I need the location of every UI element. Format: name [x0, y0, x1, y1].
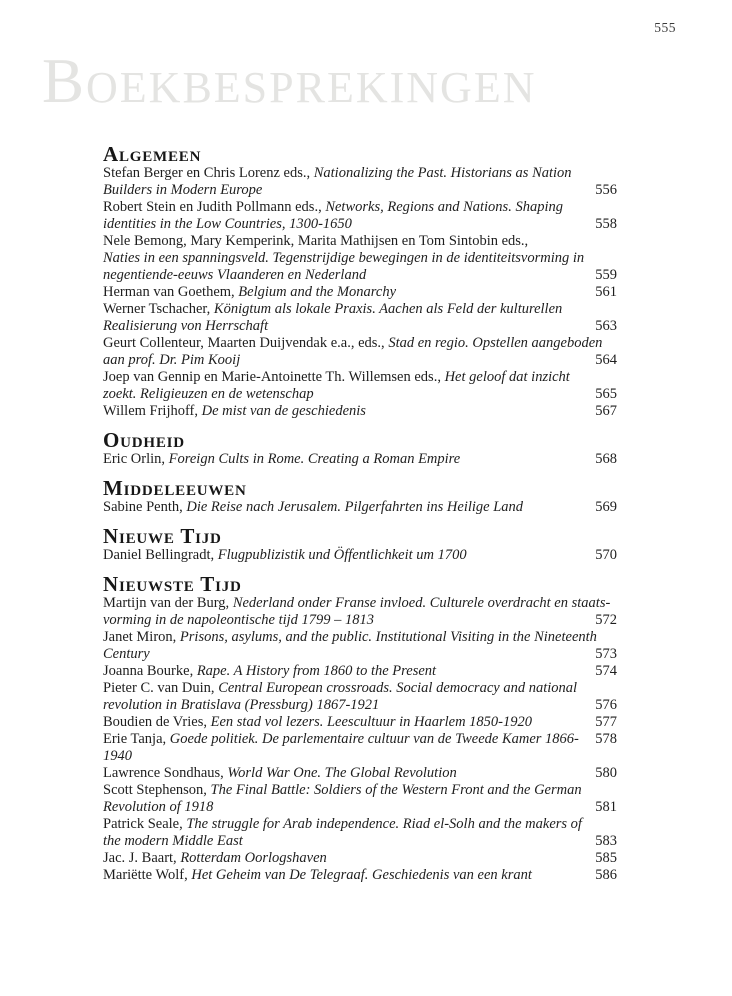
- section-heading: Nieuwe Tijd: [103, 524, 222, 548]
- entry-text: Pieter C. van Duin, Central European crossroads. Social democracy and national: [103, 680, 578, 696]
- toc-line: [103, 816, 617, 833]
- entry-text: Century: [103, 646, 150, 662]
- toc-line: [103, 352, 617, 369]
- toc-entry: [103, 663, 617, 680]
- entry-text: Werner Tschacher, Königtum als lokale Praxis. Aachen als Feld der kulturellen: [103, 301, 563, 317]
- toc-entry: [103, 499, 617, 516]
- section-heading: Oudheid: [103, 428, 185, 452]
- toc-section: [103, 476, 617, 516]
- entry-page-number: 577: [595, 714, 617, 730]
- toc-entry: [103, 714, 617, 731]
- entry-text: Geurt Collenteur, Maarten Duijvendak e.a., eds., Stad en regio. Opstellen aangeboden: [103, 335, 603, 351]
- toc-entry: [103, 233, 617, 284]
- toc-line: [103, 629, 617, 646]
- entry-page-number: 574: [595, 663, 617, 679]
- entry-page-number: 568: [595, 451, 617, 467]
- toc-line: [103, 646, 617, 663]
- toc-entry: [103, 782, 617, 816]
- toc-line: [103, 451, 617, 468]
- toc-entry: [103, 547, 617, 564]
- toc-entry: [103, 867, 617, 884]
- toc-entry: [103, 165, 617, 199]
- section-heading: Nieuwste Tijd: [103, 572, 242, 596]
- toc-line: [103, 284, 617, 301]
- entry-page-number: 572: [595, 612, 617, 628]
- entry-text: Lawrence Sondhaus, World War One. The Global Revolution: [103, 765, 457, 781]
- entry-page-number: 556: [595, 182, 617, 198]
- entry-page-number: 558: [595, 216, 617, 232]
- toc-entry: [103, 595, 617, 629]
- toc-line: [103, 386, 617, 403]
- toc-entry: [103, 850, 617, 867]
- toc-line: [103, 799, 617, 816]
- toc-line: [103, 680, 617, 697]
- toc-line: [103, 867, 617, 884]
- entry-page-number: 570: [595, 547, 617, 563]
- toc-entry: [103, 731, 617, 765]
- entry-page-number: 576: [595, 697, 617, 713]
- entry-text: Jac. J. Baart, Rotterdam Oorlogshaven: [103, 850, 327, 866]
- toc-section: [103, 572, 617, 884]
- toc-line: [103, 547, 617, 564]
- toc-line: [103, 250, 617, 267]
- toc-line: [103, 199, 617, 216]
- toc-line: [103, 714, 617, 731]
- toc-line: [103, 233, 617, 250]
- entry-text: Naties in een spanningsveld. Tegenstrijdige bewegingen in de identiteitsvorming in: [103, 250, 585, 266]
- entry-text: Willem Frijhoff, De mist van de geschiedenis: [103, 403, 366, 419]
- toc-line: [103, 216, 617, 233]
- toc-line: [103, 369, 617, 386]
- entry-text: revolution in Bratislava (Pressburg) 1867-1921: [103, 697, 380, 713]
- entry-text: identities in the Low Countries, 1300-1650: [103, 216, 352, 232]
- toc-line: [103, 318, 617, 335]
- entry-text: Mariëtte Wolf, Het Geheim van De Telegraaf. Geschiedenis van een krant: [103, 867, 532, 883]
- toc-line: [103, 850, 617, 867]
- entry-text: aan prof. Dr. Pim Kooij: [103, 352, 241, 368]
- entry-page-number: 565: [595, 386, 617, 402]
- toc-line: [103, 165, 617, 182]
- entry-text: Sabine Penth, Die Reise nach Jerusalem. Pilgerfahrten ins Heilige Land: [103, 499, 524, 515]
- entry-page-number: 578: [595, 731, 617, 747]
- toc-line: [103, 833, 617, 850]
- entry-page-number: 573: [595, 646, 617, 662]
- section-heading: Algemeen: [103, 142, 202, 166]
- entry-text: Erie Tanja, Goede politiek. De parlementaire cultuur van de Tweede Kamer 1866-1940: [103, 731, 579, 764]
- entry-text: the modern Middle East: [103, 833, 243, 849]
- entry-text: Patrick Seale, The struggle for Arab independence. Riad el-Solh and the makers of: [103, 816, 582, 832]
- toc-section: [103, 142, 617, 420]
- entry-text: Revolution of 1918: [103, 799, 214, 815]
- entry-page-number: 586: [595, 867, 617, 883]
- entry-text: Boudien de Vries, Een stad vol lezers. Leescultuur in Haarlem 1850-1920: [103, 714, 532, 730]
- toc-line: [103, 765, 617, 782]
- entry-page-number: 559: [595, 267, 617, 283]
- entry-text: Nele Bemong, Mary Kemperink, Marita Mathijsen en Tom Sintobin eds.,: [103, 233, 529, 249]
- toc-entry: [103, 301, 617, 335]
- entry-page-number: 563: [595, 318, 617, 334]
- entry-page-number: 585: [595, 850, 617, 866]
- entry-text: Builders in Modern Europe: [103, 182, 263, 198]
- entry-page-number: 581: [595, 799, 617, 815]
- entry-text: Martijn van der Burg, Nederland onder Franse invloed. Culturele overdracht en staats-: [103, 595, 611, 611]
- page-title: Boekbesprekingen: [42, 46, 537, 116]
- toc-line: [103, 403, 617, 420]
- entry-page-number: 580: [595, 765, 617, 781]
- entry-text: Joanna Bourke, Rape. A History from 1860 to the Present: [103, 663, 437, 679]
- toc-section: [103, 524, 617, 564]
- section-heading: Middeleeuwen: [103, 476, 247, 500]
- entry-text: Eric Orlin, Foreign Cults in Rome. Creating a Roman Empire: [103, 451, 461, 467]
- toc-line: [103, 612, 617, 629]
- entry-text: Janet Miron, Prisons, asylums, and the public. Institutional Visiting in the Nineteenth: [103, 629, 597, 645]
- entry-text: Robert Stein en Judith Pollmann eds., Networks, Regions and Nations. Shaping: [103, 199, 563, 215]
- toc-entry: [103, 816, 617, 850]
- toc-entry: [103, 199, 617, 233]
- toc-entry: [103, 765, 617, 782]
- entry-text: vorming in de napoleontische tijd 1799 – 1813: [103, 612, 375, 628]
- toc-line: [103, 267, 617, 284]
- entry-text: Joep van Gennip en Marie-Antoinette Th. Willemsen eds., Het geloof dat inzicht: [103, 369, 570, 385]
- entry-text: Herman van Goethem, Belgium and the Monarchy: [103, 284, 397, 300]
- toc-entry: [103, 335, 617, 369]
- toc-line: [103, 731, 617, 765]
- entry-page-number: 583: [595, 833, 617, 849]
- toc-line: [103, 782, 617, 799]
- entry-page-number: 569: [595, 499, 617, 515]
- entry-text: Realisierung von Herrschaft: [103, 318, 269, 334]
- toc-entry: [103, 284, 617, 301]
- entry-text: Stefan Berger en Chris Lorenz eds., Nationalizing the Past. Historians as Nation: [103, 165, 572, 181]
- toc: [103, 142, 617, 884]
- entry-text: Scott Stephenson, The Final Battle: Soldiers of the Western Front and the German: [103, 782, 582, 798]
- entry-text: Daniel Bellingradt, Flugpublizistik und Öffentlichkeit um 1700: [103, 547, 467, 563]
- page-number: 555: [654, 20, 676, 35]
- entry-text: zoekt. Religieuzen en de wetenschap: [103, 386, 314, 402]
- toc-entry: [103, 451, 617, 468]
- toc-line: [103, 499, 617, 516]
- toc-line: [103, 335, 617, 352]
- toc-line: [103, 595, 617, 612]
- entry-page-number: 561: [595, 284, 617, 300]
- toc-entry: [103, 369, 617, 403]
- toc-line: [103, 697, 617, 714]
- toc-line: [103, 663, 617, 680]
- toc-entry: [103, 403, 617, 420]
- toc-line: [103, 182, 617, 199]
- entry-page-number: 567: [595, 403, 617, 419]
- toc-entry: [103, 680, 617, 714]
- toc-entry: [103, 629, 617, 663]
- toc-section: [103, 428, 617, 468]
- entry-page-number: 564: [595, 352, 617, 368]
- toc-line: [103, 301, 617, 318]
- entry-text: negentiende-eeuws Vlaanderen en Nederland: [103, 267, 367, 283]
